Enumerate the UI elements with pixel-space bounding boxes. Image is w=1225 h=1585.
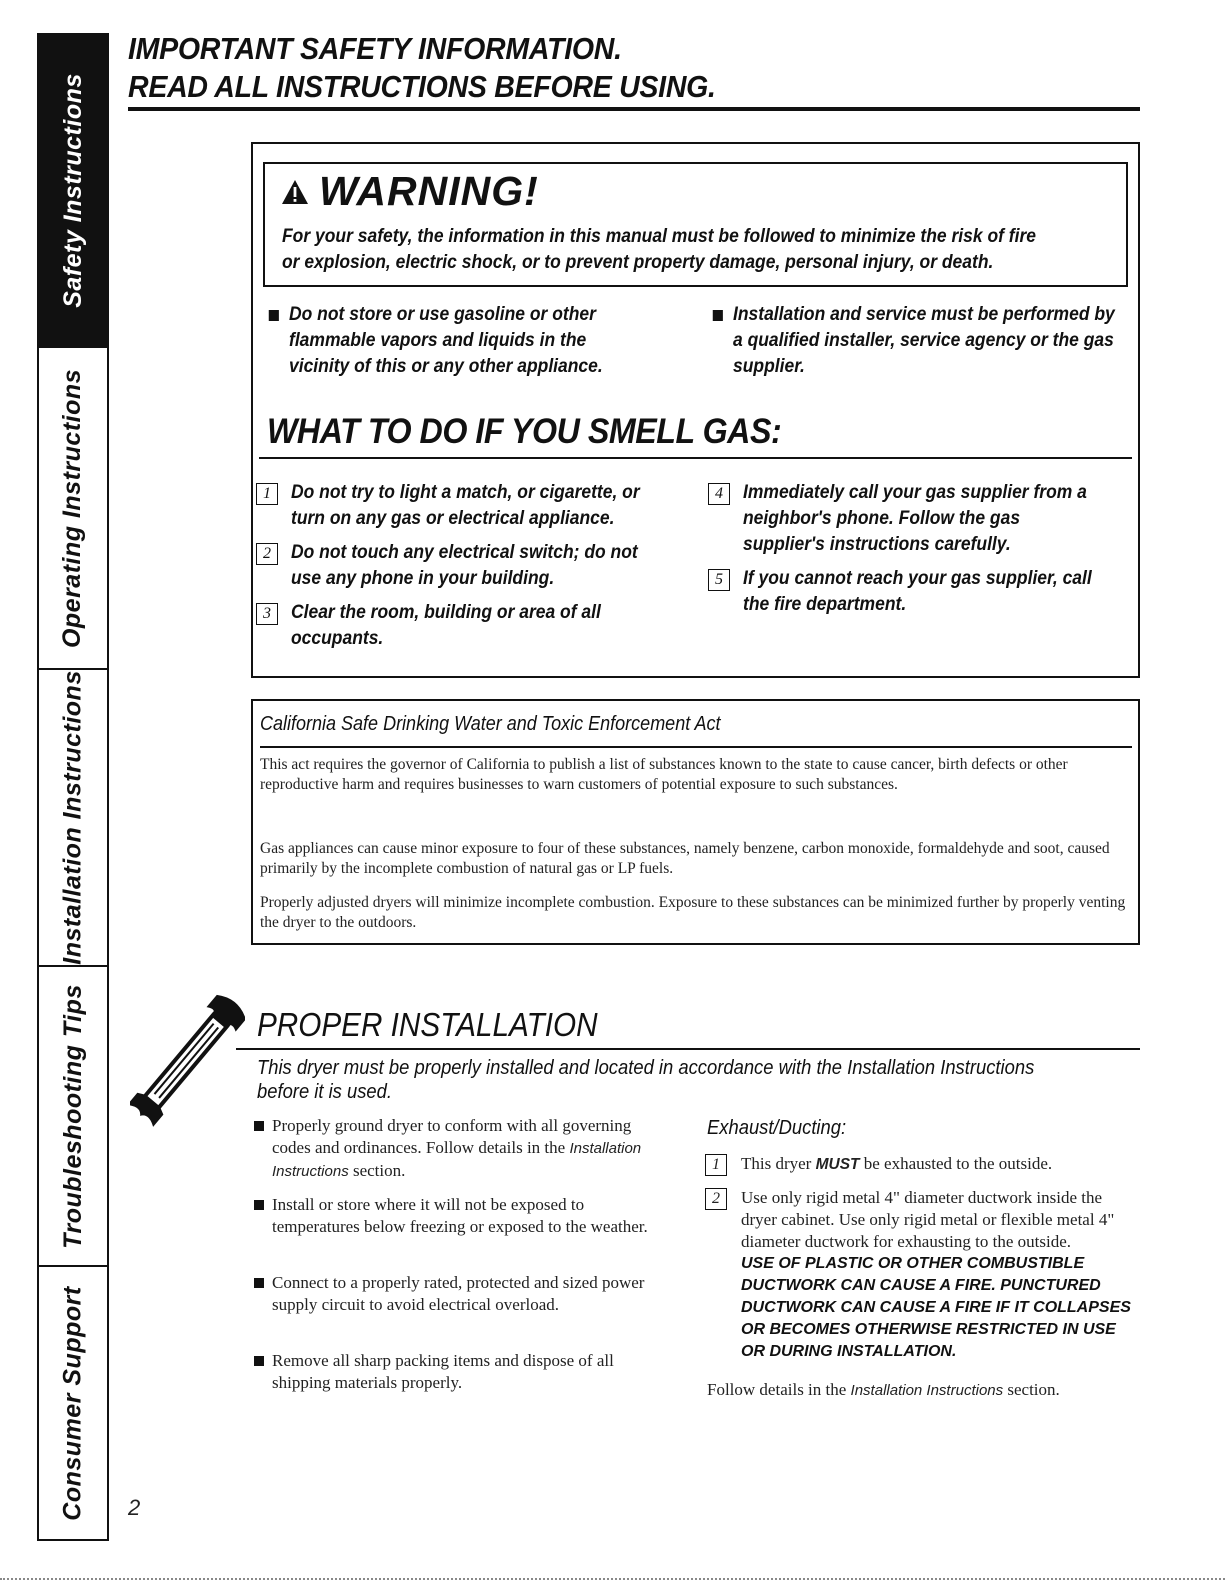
- install-bullet-3: [272, 1272, 662, 1316]
- page-header: [128, 30, 1140, 106]
- step-text: Use only rigid metal 4" diameter ductwork inside the dryer cabinet. Use only rigid metal or flexible metal 4" diameter ductwork for exhausting to the outside.: [741, 1188, 1115, 1251]
- install-bullet-1: [272, 1115, 652, 1183]
- tab-label: Installation Instructions: [58, 670, 87, 965]
- side-navigation: [37, 33, 109, 1541]
- step-number: 1: [256, 483, 278, 505]
- step-number: 5: [708, 569, 730, 591]
- bullet-text: Installation and service must be performed by a qualified installer, service agency or the gas supplier.: [733, 304, 1115, 377]
- california-paragraph-1: This act requires the governor of California to publish a list of substances known to the state to cause cancer, birth defects or other reproductive harm and requires businesses to warn customers of potential exposure to such substances.: [260, 756, 1068, 793]
- smell-step-4: [715, 480, 1133, 558]
- tab-safety-instructions[interactable]: [39, 35, 107, 348]
- bullet-text: Install or store where it will not be exposed to temperatures below freezing or exposed to the weather.: [272, 1195, 648, 1236]
- bullet-square-icon: [254, 1278, 264, 1288]
- bullet-text: Remove all sharp packing items and dispose of all shipping materials properly.: [272, 1351, 614, 1392]
- proper-installation-title: PROPER INSTALLATION: [257, 1006, 598, 1043]
- warning-bullet-right: [733, 302, 1119, 380]
- tab-consumer-support[interactable]: [39, 1267, 107, 1539]
- exhaust-follow-details: [707, 1380, 1060, 1400]
- warning-section: [251, 142, 1140, 678]
- header-rule: [128, 107, 1140, 111]
- step-number: 2: [256, 543, 278, 565]
- california-act-box: [251, 699, 1140, 945]
- step-text: Immediately call your gas supplier from a neighbor's phone. Follow the gas supplier's instructions carefully.: [743, 482, 1087, 555]
- tab-label: Safety Instructions: [58, 73, 87, 308]
- bullet-square-icon: [254, 1121, 264, 1131]
- exhaust-step-2: [712, 1187, 1141, 1363]
- tab-installation-instructions[interactable]: [39, 670, 107, 967]
- step-text: Do not touch any electrical switch; do not use any phone in your building.: [291, 542, 638, 589]
- smell-step-3: [263, 600, 671, 652]
- warning-title-text: WARNING!: [319, 168, 539, 214]
- proper-installation-intro: This dryer must be properly installed and located in accordance with the Installation Instructions before it is used.: [257, 1057, 1035, 1103]
- smell-gas-title: WHAT TO DO IF YOU SMELL GAS:: [267, 412, 782, 451]
- proper-installation-rule: [236, 1048, 1140, 1050]
- smell-step-1: [263, 480, 711, 532]
- smell-gas-rule: [259, 457, 1132, 459]
- follow-text: Follow details in the: [707, 1380, 847, 1399]
- step-text: If you cannot reach your gas supplier, call the fire department.: [743, 568, 1092, 615]
- step-number: 3: [256, 603, 278, 625]
- smell-step-5: [715, 566, 1133, 618]
- ductwork-warning: USE OF PLASTIC OR OTHER COMBUSTIBLE DUCTWORK CAN CAUSE A FIRE. PUNCTURED DUCTWORK CAN CAUSE A FIRE IF IT COLLAPSES OR BECOMES OTHERWISE RESTRICTED IN USE OR DURING INSTALLATION.: [741, 1255, 1131, 1360]
- bullet-text: Properly ground dryer to conform with all governing codes and ordinances. Follow details in the: [272, 1116, 632, 1157]
- warning-box: [263, 162, 1128, 287]
- bullet-square-icon: [254, 1200, 264, 1210]
- step-number: 1: [705, 1154, 727, 1176]
- step-text-end: be exhausted to the outside.: [863, 1154, 1053, 1173]
- exhaust-title: Exhaust/Ducting:: [707, 1117, 847, 1139]
- step-number: 4: [708, 483, 730, 505]
- install-bullet-2: [272, 1194, 652, 1238]
- header-line-1: IMPORTANT SAFETY INFORMATION.: [128, 31, 622, 66]
- exhaust-step-1: [712, 1153, 1141, 1176]
- step-text: This dryer: [741, 1154, 812, 1173]
- bullet-text: Connect to a properly rated, protected and sized power supply circuit to avoid electrical overload.: [272, 1273, 645, 1314]
- smell-step-2: [263, 540, 691, 592]
- follow-text-end: section.: [1007, 1380, 1060, 1399]
- bullet-text: Do not store or use gasoline or other flammable vapors and liquids in the vicinity of this or any other appliance.: [289, 304, 603, 377]
- bullet-square-icon: [269, 310, 279, 321]
- warning-triangle-icon: [281, 179, 309, 205]
- warning-bullet-left: [289, 302, 629, 380]
- wrench-icon: [130, 985, 245, 1135]
- tab-label: Consumer Support: [58, 1285, 87, 1521]
- warning-body: For your safety, the information in this manual must be followed to minimize the risk of fire or explosion, electric shock, or to prevent property damage, personal injury, or death.: [282, 226, 1036, 273]
- bullet-square-icon: [713, 310, 723, 321]
- tab-troubleshooting-tips[interactable]: [39, 967, 107, 1267]
- california-paragraph-2: Gas appliances can cause minor exposure to four of these substances, namely benzene, carbon monoxide, formaldehyde and soot, caused primarily by the incomplete combustion of natural gas or LP fuels.: [260, 840, 1110, 877]
- bullet-square-icon: [254, 1356, 264, 1366]
- page-bottom-rule: [0, 1578, 1225, 1580]
- header-line-2: READ ALL INSTRUCTIONS BEFORE USING.: [128, 69, 716, 104]
- california-paragraph-3: Properly adjusted dryers will minimize incomplete combustion. Exposure to these substances can be minimized further by properly venting the dryer to the outdoors.: [260, 894, 1126, 931]
- step-number: 2: [705, 1188, 727, 1210]
- tab-label: Operating Instructions: [58, 368, 87, 648]
- tab-operating-instructions[interactable]: [39, 348, 107, 670]
- step-text: Clear the room, building or area of all occupants.: [291, 602, 601, 649]
- bullet-text-end: section.: [352, 1161, 406, 1180]
- step-text: Do not try to light a match, or cigarette, or turn on any gas or electrical appliance.: [291, 482, 640, 529]
- install-bullet-4: [272, 1350, 672, 1394]
- bullet-emphasis: Installation Instructions: [272, 1140, 642, 1180]
- step-emphasis: MUST: [815, 1156, 860, 1173]
- california-title: California Safe Drinking Water and Toxic Enforcement Act: [260, 713, 721, 735]
- warning-title: [281, 168, 539, 215]
- page-number: 2: [128, 1495, 141, 1520]
- tab-label: Troubleshooting Tips: [58, 983, 87, 1249]
- california-rule: [260, 746, 1132, 748]
- follow-emphasis: Installation Instructions: [850, 1382, 1004, 1399]
